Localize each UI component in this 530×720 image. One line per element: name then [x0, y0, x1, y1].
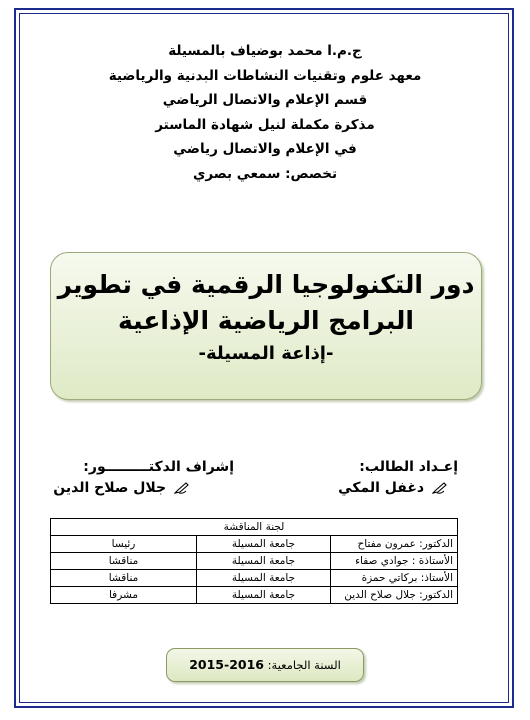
member-role: مناقشا — [51, 570, 197, 587]
pen-icon — [166, 480, 190, 496]
header-thesis-type: مذكرة مكملة لنيل شهادة الماستر — [155, 116, 375, 133]
member-name: الأستاذ: بركاتي حمزة — [331, 570, 458, 587]
member-university: جامعة المسيلة — [197, 587, 331, 604]
student-name-row — [338, 478, 448, 498]
table-row — [51, 553, 458, 570]
header-institute: معهد علوم وتقنيات النشاطات البدنية والرياضية — [108, 67, 422, 84]
academic-year-box — [166, 648, 364, 682]
member-role: رئيسا — [51, 536, 197, 553]
institution-header — [30, 40, 500, 188]
thesis-title-line-1: دور التكنولوجيا الرقمية في تطوير — [57, 270, 475, 299]
member-university: جامعة المسيلة — [197, 536, 331, 553]
thesis-subtitle: -إذاعة المسيلة- — [198, 343, 334, 364]
member-university: جامعة المسيلة — [197, 553, 331, 570]
thesis-title-box — [50, 252, 482, 400]
supervised-by-label: إشراف الدكتـــــــــور: — [83, 459, 234, 475]
student-name: دغفل المكي — [338, 480, 425, 496]
thesis-title-line-2: البرامج الرياضية الإذاعية — [117, 306, 415, 335]
header-university: ج.م.ا محمد بوضياف بالمسيلة — [168, 43, 362, 59]
committee-table — [50, 518, 458, 604]
supervisor-name-row — [53, 478, 190, 498]
table-row — [51, 587, 458, 604]
academic-year-label: السنة الجامعية: — [267, 658, 341, 672]
table-row — [51, 570, 458, 587]
header-field: في الإعلام والاتصال رياضي — [173, 141, 357, 158]
member-name: الأستاذة : جوادي صفاء — [331, 553, 458, 570]
member-name: الدكتور: عمرون مفتاح — [331, 536, 458, 553]
prepared-by-label: إعـداد الطالب: — [359, 459, 458, 475]
pen-icon — [424, 480, 448, 496]
member-role: مناقشا — [51, 553, 197, 570]
member-name: الدكتور: جلال صلاح الدين — [331, 587, 458, 604]
member-university: جامعة المسيلة — [197, 570, 331, 587]
committee-caption: لجنة المناقشة — [51, 519, 458, 536]
academic-year-value: 2016-2015 — [189, 657, 265, 672]
supervisor-name: جلال صلاح الدين — [53, 480, 167, 496]
table-row — [51, 536, 458, 553]
header-department: قسم الإعلام والاتصال الرياضي — [162, 92, 368, 109]
member-role: مشرفا — [51, 587, 197, 604]
table-caption-row — [51, 519, 458, 536]
header-specialty: تخصص: سمعي بصري — [192, 165, 338, 182]
